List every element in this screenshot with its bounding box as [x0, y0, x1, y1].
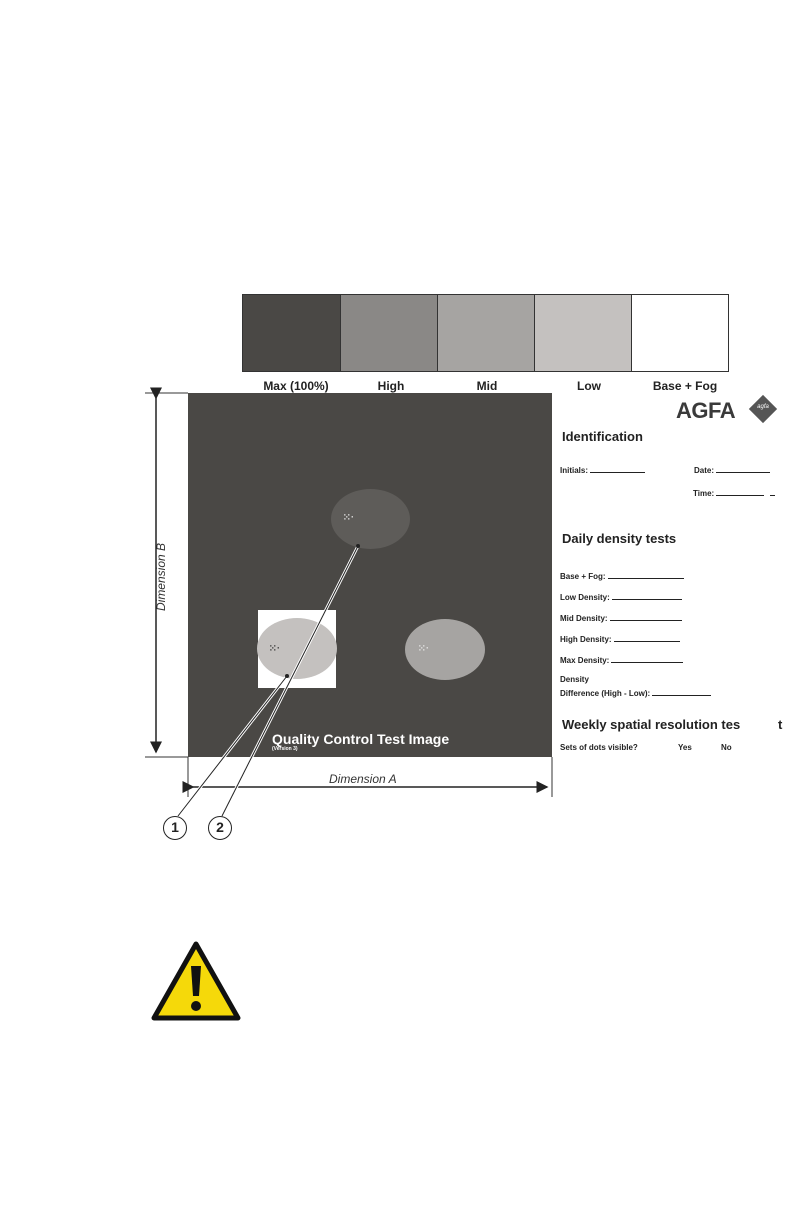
high-density-label: High Density: — [560, 635, 612, 644]
daily-density-heading: Daily density tests — [562, 531, 677, 546]
agfa-logo-badge: agfa — [757, 404, 769, 410]
swatch-label-max: Max (100%) — [263, 379, 329, 393]
dimension-b-label: Dimension B — [154, 542, 168, 612]
mid-density-label: Mid Density: — [560, 614, 608, 623]
dots-visible-question: Sets of dots visible? — [560, 743, 638, 752]
callout-2: 2 — [208, 816, 232, 840]
dots-visible-no: No — [721, 743, 732, 752]
swatch-label-mid: Mid — [476, 379, 498, 393]
time-label: Time: — [693, 489, 715, 498]
dots-visible-yes: Yes — [678, 743, 692, 752]
swatch-label-base-fog: Base + Fog — [652, 379, 718, 393]
base-fog-label: Base + Fog: — [560, 572, 606, 581]
identification-heading: Identification — [562, 429, 643, 444]
qc-image-version: (Version 3) — [272, 746, 298, 752]
swatch-label-low: Low — [577, 379, 601, 393]
warning-icon — [150, 940, 242, 1022]
density-diff-line1: Density — [560, 675, 589, 684]
qc-image-title: Quality Control Test Image — [272, 731, 450, 747]
dimension-a-label: Dimension A — [329, 772, 397, 786]
initials-label: Initials: — [560, 466, 589, 475]
date-label: Date: — [694, 466, 715, 475]
resolution-dots-right: ⁙ · — [418, 643, 429, 653]
agfa-logo-text: AGFA — [676, 398, 736, 423]
weekly-resolution-heading: Weekly spatial resolution tes — [562, 717, 741, 732]
resolution-dots-top: ⁙ · — [343, 512, 354, 522]
density-diff-label: Difference (High - Low): — [560, 689, 651, 698]
swatch-label-high: High — [377, 379, 405, 393]
weekly-resolution-heading-tail: t — [778, 717, 783, 732]
low-density-label: Low Density: — [560, 593, 610, 602]
callout-1: 1 — [163, 816, 187, 840]
max-density-label: Max Density: — [560, 656, 610, 665]
resolution-dots-left: ⁙ · — [269, 643, 280, 653]
